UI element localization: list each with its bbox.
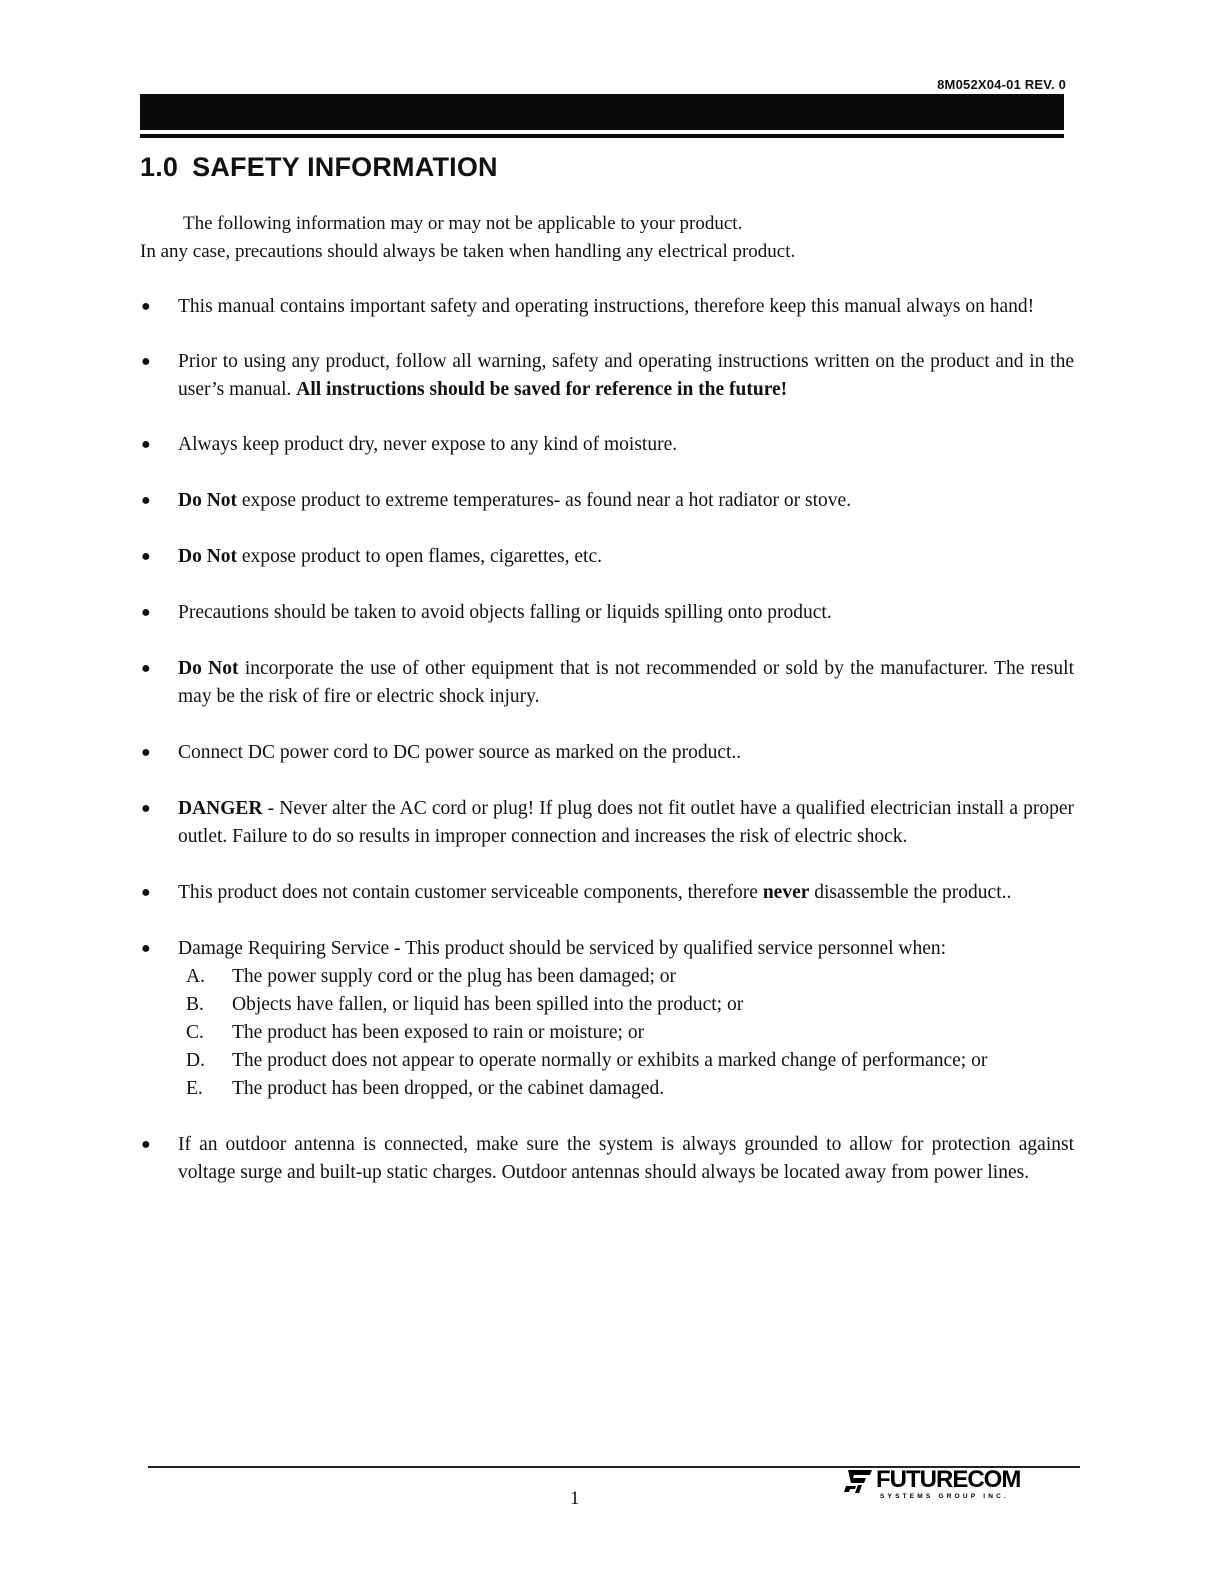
bullet-dc-power (140, 739, 1074, 767)
intro-line-1: The following information may or may not be applicable to your product. (183, 213, 743, 234)
bullet-text: Precautions should be taken to avoid objects falling or liquids spilling onto product. (178, 602, 832, 623)
condition-letter: A. (186, 966, 205, 987)
bullet-text: expose product to open flames, cigarettes, etc. (241, 546, 602, 567)
bullet-icon: ● (141, 492, 151, 509)
bullet-icon: ● (141, 298, 151, 315)
header-rule (140, 134, 1064, 138)
bullet-icon: ● (141, 604, 151, 621)
section-number: 1.0 (140, 152, 179, 182)
service-condition-item (178, 1047, 1074, 1075)
bullet-bold-text: Do Not (178, 658, 239, 679)
service-condition-item (178, 1075, 1074, 1103)
logo-wordmark: FUTURECOM (876, 1466, 1021, 1493)
bullet-text: expose product to extreme temperatures- as found near a hot radiator or stove. (241, 490, 852, 511)
bullet-icon: ● (141, 744, 151, 761)
bullet-text: This manual contains important safety and operating instructions, therefore keep this manual always on hand! (178, 296, 1035, 317)
bullet-bold-text: Do Not (178, 490, 238, 511)
bullet-bold-text: DANGER (178, 798, 263, 819)
bullet-icon: ● (141, 548, 151, 565)
section-title-text: SAFETY INFORMATION (192, 152, 498, 182)
bullet-open-flames (140, 543, 1074, 571)
bullet-text: Prior to using any product, follow all warning, safety and operating instructions written on the product and in the user’s manual. (178, 351, 1074, 400)
bullet-falling-objects (140, 599, 1074, 627)
bullet-text: - Never alter the AC cord or plug! If plug does not fit outlet have a qualified electrician install a proper outlet. Failure to do so results in improper connection and increases the risk of electric shock. (178, 798, 1074, 847)
bullet-icon: ● (141, 800, 151, 817)
logo-mark-icon (844, 1468, 874, 1494)
futurecom-logo (844, 1466, 1064, 1510)
bullet-bold-text: never (762, 882, 810, 903)
bullet-icon: ● (141, 884, 151, 901)
condition-text: The product does not appear to operate normally or exhibits a marked change of performance; or (232, 1050, 988, 1071)
service-condition-item (178, 991, 1074, 1019)
page-number: 1 (570, 1488, 580, 1509)
logo-tagline: SYSTEMS GROUP INC. (880, 1493, 1009, 1500)
condition-letter: B. (186, 994, 204, 1015)
bullet-icon: ● (141, 353, 151, 370)
bullet-bold-text: All instructions should be saved for reference in the future! (296, 379, 788, 400)
bullet-text: If an outdoor antenna is connected, make sure the system is always grounded to allow for protection against voltage surge and built-up static charges. Outdoor antennas should always be located away from power lines. (178, 1134, 1074, 1183)
bullet-icon: ● (141, 436, 151, 453)
bullet-icon: ● (141, 660, 151, 677)
service-condition-item (178, 1019, 1074, 1047)
bullet-icon: ● (141, 1136, 151, 1153)
service-conditions-list (178, 963, 1074, 1103)
header-bar (140, 94, 1064, 130)
bullet-text-after: disassemble the product.. (814, 882, 1012, 903)
document-code: 8M052X04-01 REV. 0 (937, 77, 1066, 92)
bullet-no-serviceable-parts (140, 879, 1074, 907)
condition-text: The product has been exposed to rain or moisture; or (232, 1022, 645, 1043)
bullet-extreme-temperatures (140, 487, 1074, 515)
service-condition-item (178, 963, 1074, 991)
bullet-text: Always keep product dry, never expose to any kind of moisture. (178, 434, 678, 455)
bullet-other-equipment (140, 655, 1074, 711)
bullet-danger-ac-cord (140, 795, 1074, 851)
condition-letter: E. (186, 1078, 203, 1099)
condition-letter: C. (186, 1022, 204, 1043)
bullet-keep-dry (140, 431, 1074, 459)
bullet-damage-requiring-service (140, 935, 1074, 1103)
bullet-icon: ● (141, 940, 151, 957)
condition-text: The power supply cord or the plug has been damaged; or (232, 966, 677, 987)
condition-text: The product has been dropped, or the cabinet damaged. (232, 1078, 665, 1099)
safety-bullet-list (140, 293, 1074, 1187)
intro-line-2: In any case, precautions should always be taken when handling any electrical product. (140, 241, 796, 262)
bullet-follow-instructions (140, 348, 1074, 404)
section-title (140, 152, 498, 183)
bullet-text: Connect DC power cord to DC power source as marked on the product.. (178, 742, 742, 763)
bullet-bold-text: Do Not (178, 546, 238, 567)
bullet-outdoor-antenna (140, 1131, 1074, 1187)
bullet-text: Damage Requiring Service - This product should be serviced by qualified service personnel when: (178, 938, 947, 959)
intro-paragraph (140, 210, 1070, 266)
bullet-text: incorporate the use of other equipment that is not recommended or sold by the manufacturer. The result may be the risk of fire or electric shock injury. (178, 658, 1075, 707)
condition-text: Objects have fallen, or liquid has been spilled into the product; or (232, 994, 744, 1015)
bullet-keep-manual (140, 293, 1074, 321)
bullet-text: This product does not contain customer serviceable components, therefore (178, 882, 758, 903)
condition-letter: D. (186, 1050, 205, 1071)
